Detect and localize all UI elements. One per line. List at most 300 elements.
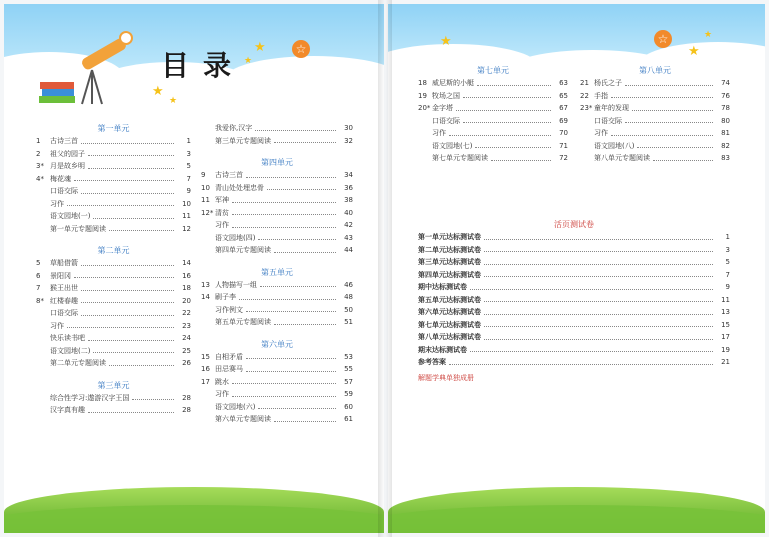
entry-title: 第七单元专题阅读 bbox=[432, 154, 488, 163]
leader-dots bbox=[67, 327, 174, 328]
toc-entry[interactable] bbox=[36, 173, 191, 186]
toc-column-right-1 bbox=[418, 64, 568, 165]
entry-page: 78 bbox=[721, 104, 730, 113]
leader-dots bbox=[625, 122, 713, 123]
leader-dots bbox=[653, 160, 713, 161]
entry-page: 46 bbox=[344, 280, 353, 289]
leader-dots bbox=[274, 421, 336, 422]
entry-number: 16 bbox=[201, 365, 210, 374]
leader-dots bbox=[625, 85, 713, 86]
entry-title: 习作例文 bbox=[215, 305, 243, 314]
leader-dots bbox=[484, 339, 713, 340]
entry-number: 18 bbox=[418, 79, 427, 88]
test-entry[interactable] bbox=[418, 294, 730, 307]
toc-entry[interactable] bbox=[201, 401, 353, 414]
entry-title: 第六单元专题阅读 bbox=[215, 415, 271, 424]
spacer bbox=[36, 235, 191, 244]
leader-dots bbox=[484, 276, 713, 277]
entry-title: 语文园地(六) bbox=[215, 402, 256, 411]
entry-title: 第五单元专题阅读 bbox=[215, 318, 271, 327]
entry-title: 语文园地(二) bbox=[50, 346, 91, 355]
entry-title: 草船借箭 bbox=[50, 259, 78, 268]
entry-page: 40 bbox=[344, 208, 353, 217]
toc-entry[interactable] bbox=[36, 270, 191, 283]
toc-entry[interactable] bbox=[201, 244, 353, 257]
entry-page: 53 bbox=[344, 352, 353, 361]
entry-title: 语文园地(七) bbox=[432, 141, 473, 150]
toc-entry[interactable] bbox=[36, 320, 191, 333]
leader-dots bbox=[484, 239, 713, 240]
leader-dots bbox=[274, 324, 336, 325]
leader-dots bbox=[274, 142, 336, 143]
leader-dots bbox=[470, 351, 713, 352]
entry-title: 杨氏之子 bbox=[594, 79, 622, 88]
entry-page: 7 bbox=[186, 174, 191, 183]
leader-dots bbox=[258, 408, 336, 409]
toc-entry[interactable] bbox=[201, 291, 353, 304]
entry-page: 25 bbox=[182, 346, 191, 355]
leader-dots bbox=[484, 264, 713, 265]
left-page bbox=[4, 4, 384, 533]
toc-entry[interactable] bbox=[201, 207, 353, 220]
leader-dots bbox=[484, 301, 713, 302]
entry-title: 自相矛盾 bbox=[215, 352, 243, 361]
toc-column-right-2 bbox=[580, 64, 730, 165]
test-entry[interactable] bbox=[418, 356, 730, 369]
test-entry[interactable] bbox=[418, 244, 730, 257]
leader-dots bbox=[274, 252, 336, 253]
section-heading: 第六单元 bbox=[261, 339, 293, 349]
entry-page: 61 bbox=[344, 415, 353, 424]
toc-entry[interactable] bbox=[201, 122, 353, 135]
entry-title: 习作 bbox=[50, 321, 64, 330]
test-entry[interactable] bbox=[418, 331, 730, 344]
toc-entry[interactable] bbox=[36, 210, 191, 223]
entry-page: 63 bbox=[559, 79, 568, 88]
toc-entry[interactable] bbox=[580, 90, 730, 103]
entry-page: 36 bbox=[344, 183, 353, 192]
entry-number: 1 bbox=[36, 137, 41, 146]
toc-entry[interactable] bbox=[580, 102, 730, 115]
entry-title: 牧场之国 bbox=[432, 91, 460, 100]
leader-dots bbox=[611, 97, 713, 98]
entry-title: 青山处处埋忠骨 bbox=[215, 183, 264, 192]
leader-dots bbox=[267, 189, 336, 190]
entry-title: 猴王出世 bbox=[50, 284, 78, 293]
toc-entry[interactable] bbox=[36, 357, 191, 370]
entry-page: 83 bbox=[721, 154, 730, 163]
spacer bbox=[36, 370, 191, 379]
entry-page: 18 bbox=[182, 284, 191, 293]
entry-title: 习作 bbox=[432, 129, 446, 138]
entry-number: 12* bbox=[201, 208, 214, 217]
entry-page: 19 bbox=[721, 345, 730, 354]
toc-entry[interactable] bbox=[36, 332, 191, 345]
entry-page: 13 bbox=[721, 308, 730, 317]
grass-decoration bbox=[4, 505, 384, 533]
entry-page: 5 bbox=[725, 258, 730, 267]
leader-dots bbox=[475, 147, 551, 148]
test-entry[interactable] bbox=[418, 319, 730, 332]
entry-title: 综合性学习:遨游汉字王国 bbox=[50, 393, 130, 402]
leader-dots bbox=[74, 180, 174, 181]
entry-title: 第六单元达标测试卷 bbox=[418, 308, 481, 317]
entry-title: 第一单元达标测试卷 bbox=[418, 233, 481, 242]
entry-page: 43 bbox=[344, 233, 353, 242]
entry-title: 快乐读书吧 bbox=[50, 334, 85, 343]
entry-page: 42 bbox=[344, 221, 353, 230]
entry-page: 55 bbox=[344, 365, 353, 374]
entry-number: 14 bbox=[201, 293, 210, 302]
leader-dots bbox=[470, 289, 713, 290]
star-icon: ★ bbox=[440, 34, 452, 49]
entry-page: 48 bbox=[344, 293, 353, 302]
entry-page: 81 bbox=[721, 129, 730, 138]
toc-entry[interactable] bbox=[36, 404, 191, 417]
entry-title: 第七单元达标测试卷 bbox=[418, 320, 481, 329]
toc-entry[interactable] bbox=[36, 148, 191, 161]
entry-number: 10 bbox=[201, 183, 210, 192]
entry-number: 11 bbox=[201, 196, 210, 205]
toc-entry[interactable] bbox=[201, 388, 353, 401]
entry-title: 第五单元达标测试卷 bbox=[418, 295, 481, 304]
entry-title: 梅花魂 bbox=[50, 174, 71, 183]
entry-title: 童年的发现 bbox=[594, 104, 629, 113]
test-entry[interactable] bbox=[418, 231, 730, 244]
entry-title: 期中达标测试卷 bbox=[418, 283, 467, 292]
test-entry[interactable] bbox=[418, 306, 730, 319]
toc-entry[interactable] bbox=[201, 304, 353, 317]
toc-entry[interactable] bbox=[36, 223, 191, 236]
leader-dots bbox=[449, 135, 551, 136]
leader-dots bbox=[81, 315, 174, 316]
star-icon: ★ bbox=[254, 40, 266, 55]
entry-title: 习作 bbox=[594, 129, 608, 138]
entry-title: 第三单元专题阅读 bbox=[215, 136, 271, 145]
entry-title: 第四单元达标测试卷 bbox=[418, 270, 481, 279]
toc-entry[interactable] bbox=[201, 182, 353, 195]
spacer bbox=[201, 329, 353, 338]
entry-page: 16 bbox=[182, 271, 191, 280]
entry-page: 59 bbox=[344, 390, 353, 399]
test-entry[interactable] bbox=[418, 256, 730, 269]
entry-title: 口语交际 bbox=[432, 116, 460, 125]
entry-page: 51 bbox=[344, 318, 353, 327]
entry-number: 5 bbox=[36, 259, 41, 268]
toc-entry[interactable] bbox=[418, 90, 568, 103]
entry-title: 跳水 bbox=[215, 377, 229, 386]
leader-dots bbox=[484, 326, 713, 327]
entry-page: 72 bbox=[559, 154, 568, 163]
entry-number: 19 bbox=[418, 91, 427, 100]
entry-title: 田忌赛马 bbox=[215, 365, 243, 374]
leader-dots bbox=[246, 177, 336, 178]
star-icon: ★ bbox=[152, 84, 164, 99]
entry-page: 3 bbox=[186, 149, 191, 158]
leader-dots bbox=[611, 135, 713, 136]
entry-page: 1 bbox=[186, 137, 191, 146]
toc-entry[interactable] bbox=[36, 198, 191, 211]
entry-number: 4* bbox=[36, 174, 44, 183]
entry-page: 65 bbox=[559, 91, 568, 100]
star-badge-icon: ☆ bbox=[292, 40, 310, 58]
leader-dots bbox=[93, 352, 174, 353]
leader-dots bbox=[637, 147, 713, 148]
section-heading: 第一单元 bbox=[97, 124, 130, 133]
spacer bbox=[201, 257, 353, 266]
leader-dots bbox=[88, 340, 174, 341]
entry-title: 期末达标测试卷 bbox=[418, 345, 467, 354]
entry-title: 第一单元专题阅读 bbox=[50, 224, 106, 233]
entry-title: 语文园地(一) bbox=[50, 212, 91, 221]
toc-entry[interactable] bbox=[418, 102, 568, 115]
entry-page: 11 bbox=[721, 295, 730, 304]
leader-dots bbox=[67, 205, 174, 206]
entry-title: 古诗三首 bbox=[215, 171, 243, 180]
entry-page: 21 bbox=[721, 358, 730, 367]
toc-entry[interactable] bbox=[201, 279, 353, 292]
leader-dots bbox=[81, 193, 174, 194]
entry-title: 红楼春趣 bbox=[50, 296, 78, 305]
toc-entry[interactable] bbox=[201, 194, 353, 207]
toc-entry[interactable] bbox=[36, 257, 191, 270]
toc-entry[interactable] bbox=[418, 77, 568, 90]
entry-page: 38 bbox=[344, 196, 353, 205]
leader-dots bbox=[255, 130, 336, 131]
entry-page: 24 bbox=[182, 334, 191, 343]
answer-booklet-note: 解题学典单独成册 bbox=[418, 373, 474, 382]
star-badge-icon: ☆ bbox=[654, 30, 672, 48]
entry-title: 第二单元达标测试卷 bbox=[418, 245, 481, 254]
toc-entry[interactable] bbox=[580, 140, 730, 153]
entry-page: 9 bbox=[186, 187, 191, 196]
entry-title: 景阳冈 bbox=[50, 271, 71, 280]
entry-page: 71 bbox=[559, 141, 568, 150]
leader-dots bbox=[232, 383, 336, 384]
entry-page: 70 bbox=[559, 129, 568, 138]
entry-title: 口语交际 bbox=[50, 187, 78, 196]
entry-number: 23* bbox=[580, 104, 593, 113]
entry-title: 我爱你,汉字 bbox=[215, 124, 253, 133]
entry-title: 刷子李 bbox=[215, 293, 236, 302]
entry-page: 14 bbox=[182, 259, 191, 268]
toc-entry[interactable] bbox=[201, 413, 353, 426]
entry-title: 古诗三首 bbox=[50, 137, 78, 146]
toc-entry[interactable] bbox=[36, 295, 191, 308]
entry-title: 语文园地(四) bbox=[215, 233, 256, 242]
entry-number: 13 bbox=[201, 280, 210, 289]
entry-page: 20 bbox=[182, 296, 191, 305]
entry-page: 10 bbox=[182, 199, 191, 208]
entry-page: 1 bbox=[725, 233, 730, 242]
leader-dots bbox=[93, 218, 174, 219]
toc-entry[interactable] bbox=[580, 77, 730, 90]
entry-page: 23 bbox=[182, 321, 191, 330]
leader-dots bbox=[88, 168, 174, 169]
leader-dots bbox=[456, 110, 551, 111]
entry-page: 7 bbox=[725, 270, 730, 279]
leader-dots bbox=[232, 214, 336, 215]
entry-title: 第八单元达标测试卷 bbox=[418, 333, 481, 342]
toc-entry[interactable] bbox=[201, 376, 353, 389]
toc-entry[interactable] bbox=[418, 127, 568, 140]
entry-number: 6 bbox=[36, 271, 41, 280]
entry-title: 参考答案 bbox=[418, 358, 446, 367]
entry-page: 12 bbox=[182, 224, 191, 233]
telescope-books-icon bbox=[34, 30, 144, 108]
toc-entry[interactable] bbox=[36, 135, 191, 148]
entry-title: 第二单元专题阅读 bbox=[50, 359, 106, 368]
entry-page: 44 bbox=[344, 246, 353, 255]
entry-title: 语文园地(八) bbox=[594, 141, 635, 150]
test-entry[interactable] bbox=[418, 281, 730, 294]
section-heading: 第七单元 bbox=[477, 66, 509, 75]
toc-entry[interactable] bbox=[36, 282, 191, 295]
section-heading: 第五单元 bbox=[261, 267, 293, 277]
leader-dots bbox=[260, 286, 336, 287]
entry-title: 金字塔 bbox=[432, 104, 453, 113]
section-heading: 第四单元 bbox=[261, 158, 293, 167]
entry-page: 50 bbox=[344, 305, 353, 314]
toc-entry[interactable] bbox=[201, 135, 353, 148]
leader-dots bbox=[632, 110, 713, 111]
leader-dots bbox=[232, 396, 336, 397]
entry-title: 第三单元达标测试卷 bbox=[418, 258, 481, 267]
leader-dots bbox=[246, 358, 336, 359]
entry-title: 汉字真有趣 bbox=[50, 406, 85, 415]
entry-title: 习作 bbox=[215, 221, 229, 230]
entry-page: 82 bbox=[721, 141, 730, 150]
entry-number: 22 bbox=[580, 91, 589, 100]
grass-decoration bbox=[388, 505, 765, 533]
entry-title: 习作 bbox=[215, 390, 229, 399]
toc-entry[interactable] bbox=[36, 345, 191, 358]
star-icon: ★ bbox=[704, 30, 713, 40]
entry-page: 30 bbox=[344, 124, 353, 133]
entry-number: 2 bbox=[36, 149, 41, 158]
entry-title: 人物描写一组 bbox=[215, 280, 257, 289]
toc-entry[interactable] bbox=[201, 351, 353, 364]
entry-title: 祖父的园子 bbox=[50, 149, 85, 158]
section-heading: 第二单元 bbox=[97, 246, 130, 255]
leader-dots bbox=[88, 412, 174, 413]
entry-number: 21 bbox=[580, 79, 589, 88]
entry-title: 习作 bbox=[50, 199, 64, 208]
entry-number: 8* bbox=[36, 296, 44, 305]
entry-title: 口语交际 bbox=[594, 116, 622, 125]
entry-title: 军神 bbox=[215, 196, 229, 205]
toc-entry[interactable] bbox=[36, 160, 191, 173]
leader-dots bbox=[109, 365, 174, 366]
entry-page: 22 bbox=[182, 309, 191, 318]
entry-page: 57 bbox=[344, 377, 353, 386]
entry-page: 17 bbox=[721, 333, 730, 342]
leader-dots bbox=[484, 251, 713, 252]
entry-title: 口语交际 bbox=[50, 309, 78, 318]
entry-page: 3 bbox=[725, 245, 730, 254]
toc-entry[interactable] bbox=[580, 127, 730, 140]
entry-number: 7 bbox=[36, 284, 41, 293]
entry-page: 74 bbox=[721, 79, 730, 88]
toc-entry[interactable] bbox=[201, 316, 353, 329]
section-heading: 第三单元 bbox=[97, 380, 130, 390]
leader-dots bbox=[74, 277, 174, 278]
entry-title: 清贫 bbox=[215, 208, 229, 217]
leader-dots bbox=[132, 399, 174, 400]
entry-page: 11 bbox=[182, 212, 191, 221]
toc-entry[interactable] bbox=[201, 232, 353, 245]
entry-title: 月是故乡明 bbox=[50, 162, 85, 171]
star-icon: ★ bbox=[169, 96, 178, 106]
toc-entry[interactable] bbox=[201, 219, 353, 232]
leader-dots bbox=[246, 371, 336, 372]
leader-dots bbox=[463, 97, 551, 98]
entry-page: 67 bbox=[559, 104, 568, 113]
entry-page: 60 bbox=[344, 402, 353, 411]
entry-number: 20* bbox=[418, 104, 431, 113]
entry-page: 28 bbox=[182, 393, 191, 402]
test-entry[interactable] bbox=[418, 344, 730, 357]
toc-entry[interactable] bbox=[36, 307, 191, 320]
entry-title: 第四单元专题阅读 bbox=[215, 246, 271, 255]
leader-dots bbox=[81, 290, 174, 291]
entry-title: 威尼斯的小艇 bbox=[432, 79, 474, 88]
leader-dots bbox=[88, 155, 174, 156]
toc-entry[interactable] bbox=[418, 140, 568, 153]
entry-page: 32 bbox=[344, 136, 353, 145]
leader-dots bbox=[81, 143, 174, 144]
test-entry[interactable] bbox=[418, 269, 730, 282]
leader-dots bbox=[81, 265, 174, 266]
entry-page: 5 bbox=[186, 162, 191, 171]
toc-entry[interactable] bbox=[36, 185, 191, 198]
entry-page: 28 bbox=[182, 406, 191, 415]
entry-page: 15 bbox=[721, 320, 730, 329]
entry-title: 手指 bbox=[594, 91, 608, 100]
toc-column-left-2 bbox=[201, 122, 353, 426]
toc-entry[interactable] bbox=[201, 363, 353, 376]
entry-page: 76 bbox=[721, 91, 730, 100]
section-heading: 活页测试卷 bbox=[554, 220, 594, 229]
leader-dots bbox=[232, 227, 336, 228]
book-spine bbox=[378, 0, 392, 537]
leader-dots bbox=[449, 364, 713, 365]
leader-dots bbox=[109, 230, 174, 231]
star-icon: ★ bbox=[244, 56, 253, 66]
toc-entry[interactable] bbox=[201, 169, 353, 182]
toc-entry[interactable] bbox=[36, 392, 191, 405]
toc-entry[interactable] bbox=[580, 115, 730, 128]
test-papers-list bbox=[418, 218, 730, 383]
toc-entry[interactable] bbox=[418, 115, 568, 128]
entry-page: 9 bbox=[725, 283, 730, 292]
leader-dots bbox=[491, 160, 551, 161]
page-title: 目录 bbox=[161, 49, 246, 82]
right-page bbox=[388, 4, 765, 533]
leader-dots bbox=[246, 311, 336, 312]
leader-dots bbox=[232, 202, 336, 203]
leader-dots bbox=[81, 302, 174, 303]
leader-dots bbox=[258, 239, 336, 240]
entry-number: 17 bbox=[201, 377, 210, 386]
section-heading: 第八单元 bbox=[639, 66, 671, 75]
entry-title: 第八单元专题阅读 bbox=[594, 154, 650, 163]
toc-entry[interactable] bbox=[580, 152, 730, 165]
toc-entry[interactable] bbox=[418, 152, 568, 165]
entry-number: 3* bbox=[36, 162, 44, 171]
entry-number: 15 bbox=[201, 352, 210, 361]
toc-column-left-1 bbox=[36, 122, 191, 417]
